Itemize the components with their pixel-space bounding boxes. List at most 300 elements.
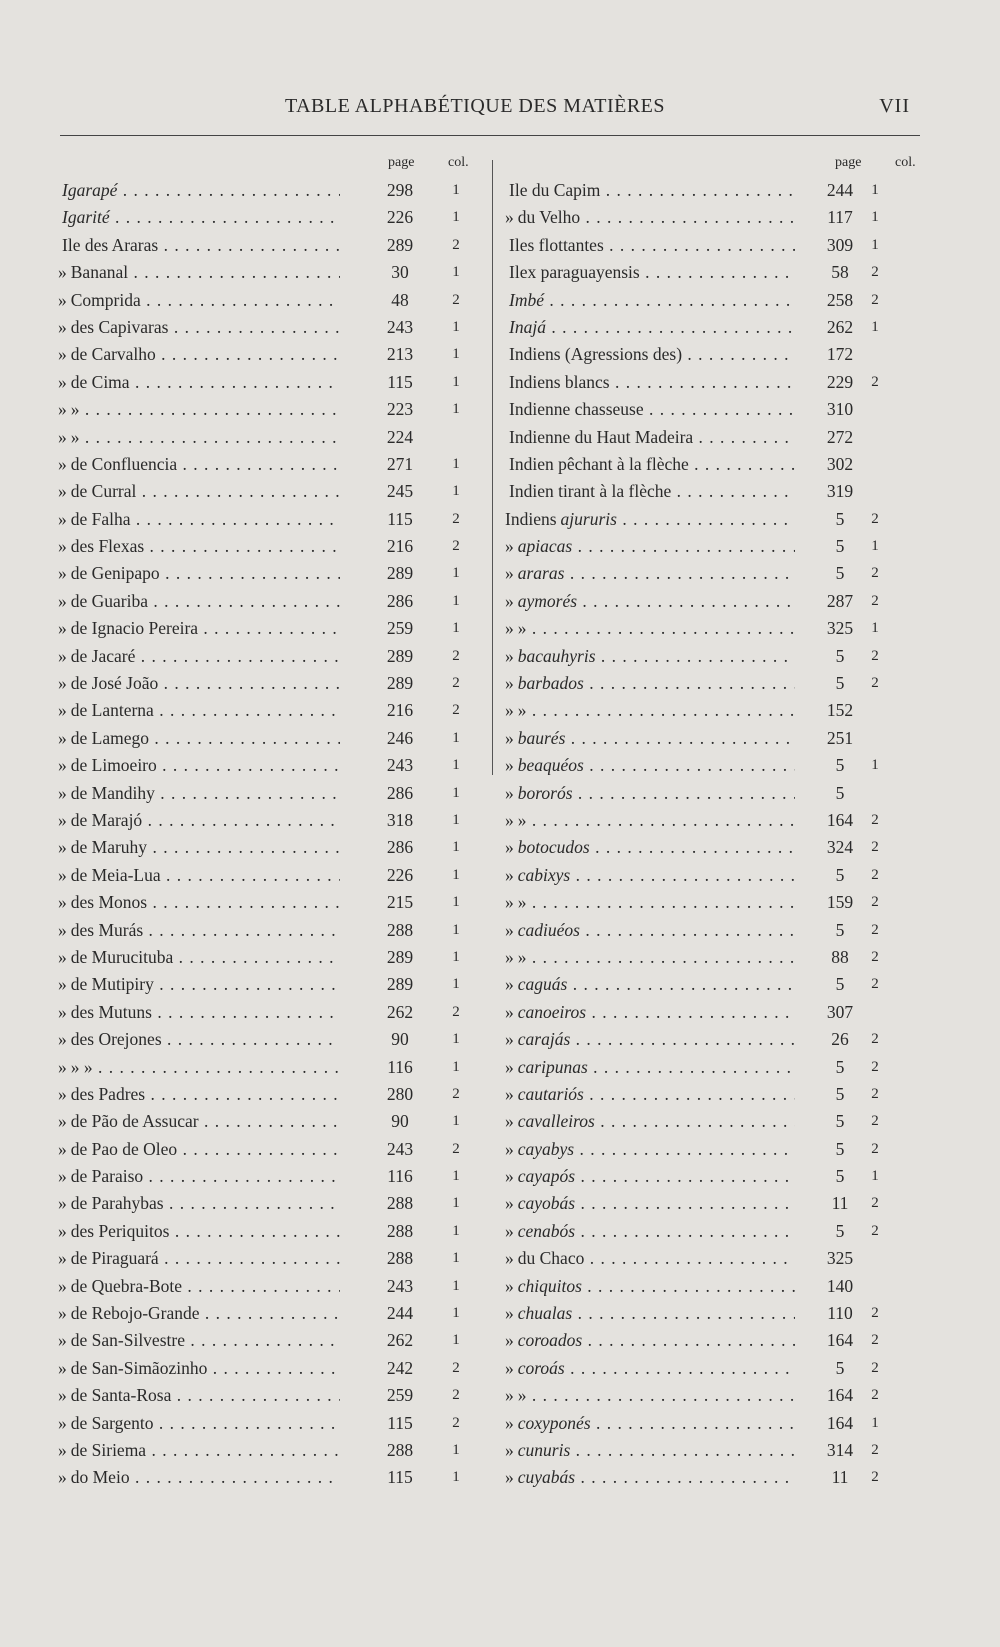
index-entry	[505, 862, 930, 889]
index-entry	[58, 999, 478, 1026]
entry-page: 289	[386, 645, 414, 666]
entry-col: 2	[871, 675, 879, 692]
index-entry	[505, 506, 930, 533]
index-entry	[505, 1136, 930, 1163]
entry-page: 286	[386, 590, 414, 611]
entry-label	[505, 1054, 795, 1081]
entry-text: Iles flottantes	[509, 234, 604, 255]
index-entry	[505, 1026, 930, 1053]
entry-label	[505, 1026, 795, 1053]
entry-page: 286	[386, 782, 414, 803]
entry-text: de Pão de Assucar	[70, 1111, 199, 1132]
entry-text: beaquéos	[517, 755, 584, 776]
entry-prefix: »	[505, 563, 514, 584]
entry-col: 2	[871, 839, 879, 856]
index-entry	[58, 341, 478, 368]
entry-prefix: »	[58, 508, 67, 529]
entry-page: 152	[826, 700, 854, 721]
entry-page: 244	[386, 1303, 414, 1324]
entry-col: 1	[452, 1222, 460, 1239]
entry-label	[58, 588, 340, 615]
index-entry	[505, 1437, 930, 1464]
entry-page: 289	[386, 563, 414, 584]
entry-col: 2	[871, 1058, 879, 1075]
entry-label	[505, 1300, 795, 1327]
entry-label	[505, 725, 795, 752]
entry-page: 164	[826, 1385, 854, 1406]
entry-text: de Marajó	[70, 809, 143, 830]
entry-prefix: »	[505, 207, 514, 228]
entry-text: apiacas	[517, 536, 573, 557]
entry-col: 1	[871, 1414, 879, 1431]
entry-text: de Siriema	[70, 1439, 147, 1460]
entry-label	[58, 917, 340, 944]
entry-text: » »	[70, 1056, 93, 1077]
entry-col: 2	[452, 510, 460, 527]
entry-page: 288	[386, 1248, 414, 1269]
entry-text: du Velho	[517, 207, 581, 228]
entry-prefix: »	[58, 1001, 67, 1022]
entry-prefix: »	[505, 782, 514, 803]
index-entry	[58, 1464, 478, 1491]
entry-page: 88	[831, 946, 849, 967]
entry-prefix: »	[58, 1111, 67, 1132]
entry-page: 110	[827, 1303, 853, 1324]
entry-prefix: »	[58, 316, 67, 337]
entry-text: Indien tirant à la flèche	[509, 481, 672, 502]
entry-prefix: »	[505, 837, 514, 858]
index-entry	[58, 1300, 478, 1327]
entry-label	[58, 1054, 340, 1081]
index-entry	[505, 944, 930, 971]
entry-page: 325	[826, 618, 854, 639]
entry-text: de San-Silvestre	[70, 1330, 185, 1351]
entry-label	[58, 971, 340, 998]
entry-text: de Lanterna	[70, 700, 154, 721]
index-entry	[58, 1081, 478, 1108]
entry-col: 2	[871, 1441, 879, 1458]
entry-text: Inajá	[509, 316, 546, 337]
entry-page: 5	[835, 1111, 845, 1132]
entry-col: 1	[452, 839, 460, 856]
entry-text: caguás	[517, 974, 568, 995]
entry-label	[505, 478, 795, 505]
index-entry	[505, 889, 930, 916]
entry-label	[58, 807, 340, 834]
entry-page: 5	[835, 782, 845, 803]
index-entry	[58, 725, 478, 752]
entry-col: 2	[871, 592, 879, 609]
index-entry	[58, 1163, 478, 1190]
entry-prefix: »	[58, 344, 67, 365]
entry-prefix: »	[505, 536, 514, 557]
entry-page: 164	[826, 809, 854, 830]
entry-label	[505, 917, 795, 944]
index-entry	[505, 752, 930, 779]
entry-label	[58, 1382, 340, 1409]
entry-label	[58, 752, 340, 779]
entry-text: cuyabás	[517, 1467, 576, 1488]
entry-page: 288	[386, 1439, 414, 1460]
entry-col: 1	[452, 455, 460, 472]
entry-page: 11	[831, 1467, 849, 1488]
entry-label	[58, 1410, 340, 1437]
entry-page: 288	[386, 919, 414, 940]
entry-text: de Ignacio Pereira	[70, 618, 199, 639]
entry-label	[58, 643, 340, 670]
entry-label	[505, 369, 795, 396]
entry-page: 229	[826, 371, 854, 392]
entry-col: 1	[452, 729, 460, 746]
entry-label	[58, 1245, 340, 1272]
entry-page: 115	[387, 371, 413, 392]
entry-prefix: »	[58, 1193, 67, 1214]
page-header-title: TABLE ALPHABÉTIQUE DES MATIÈRES	[285, 95, 666, 117]
entry-prefix: »	[58, 919, 67, 940]
entry-prefix: »	[58, 1439, 67, 1460]
index-entry	[505, 451, 930, 478]
entry-label	[58, 204, 340, 231]
entry-label	[505, 615, 795, 642]
entry-text: de Murucituba	[70, 946, 174, 967]
index-entry	[58, 834, 478, 861]
index-entry	[505, 834, 930, 861]
entry-page: 251	[826, 727, 854, 748]
entry-label	[505, 1163, 795, 1190]
entry-text: des Capivaras	[70, 316, 169, 337]
entry-page: 5	[835, 919, 845, 940]
entry-page: 298	[386, 180, 414, 200]
entry-page: 226	[386, 207, 414, 228]
entry-prefix: »	[505, 1193, 514, 1214]
entry-col: 1	[452, 948, 460, 965]
entry-page: 288	[386, 1220, 414, 1241]
index-entry	[58, 232, 478, 259]
entry-col: 1	[452, 565, 460, 582]
entry-label	[505, 1464, 795, 1491]
entry-page: 5	[835, 1166, 845, 1187]
entry-page: 245	[386, 481, 414, 502]
entry-col: 1	[452, 264, 460, 281]
entry-label	[505, 834, 795, 861]
entry-col: 1	[452, 1058, 460, 1075]
entry-label	[58, 533, 340, 560]
entry-col: 2	[452, 1003, 460, 1020]
entry-col: 2	[871, 976, 879, 993]
entry-label	[58, 1273, 340, 1300]
entry-prefix: »	[505, 727, 514, 748]
entry-col: 2	[871, 811, 879, 828]
entry-prefix: »	[58, 755, 67, 776]
entry-prefix: »	[505, 590, 514, 611]
index-entry	[505, 177, 930, 204]
index-entry	[505, 780, 930, 807]
entry-prefix: »	[505, 892, 514, 913]
entry-text: cadiuéos	[517, 919, 580, 940]
entry-page: 215	[386, 892, 414, 913]
entry-col: 1	[452, 1168, 460, 1185]
index-entry	[505, 725, 930, 752]
entry-prefix: »	[58, 974, 67, 995]
entry-text: do Meio	[70, 1467, 130, 1488]
entry-prefix: »	[505, 919, 514, 940]
entry-page: 319	[826, 481, 854, 502]
entry-prefix: »	[505, 700, 514, 721]
entry-text: botocudos	[517, 837, 590, 858]
entry-page: 325	[826, 1248, 854, 1269]
page-heading: page	[388, 155, 415, 170]
entry-page: 287	[826, 590, 854, 611]
index-entry	[505, 478, 930, 505]
entry-text: des Mutuns	[70, 1001, 152, 1022]
index-entry	[58, 204, 478, 231]
entry-page: 172	[826, 344, 854, 365]
entry-prefix: »	[58, 864, 67, 885]
entry-label	[505, 506, 795, 533]
index-entry	[505, 670, 930, 697]
entry-text: des Periquitos	[70, 1220, 170, 1241]
entry-label	[505, 1218, 795, 1245]
entry-label	[58, 670, 340, 697]
entry-text: coxyponés	[517, 1412, 591, 1433]
entry-col: 1	[452, 483, 460, 500]
entry-col: 2	[871, 1332, 879, 1349]
entry-prefix: »	[58, 1275, 67, 1296]
entry-text: Ile des Araras	[62, 234, 159, 255]
index-entry	[58, 889, 478, 916]
index-entry	[58, 1327, 478, 1354]
entry-page: 243	[386, 1138, 414, 1159]
entry-page: 280	[386, 1083, 414, 1104]
entry-col: 1	[452, 1195, 460, 1212]
entry-prefix: »	[505, 618, 514, 639]
entry-page: 244	[826, 180, 854, 200]
entry-text: cayabys	[517, 1138, 575, 1159]
entry-text: de Mutipiry	[70, 974, 154, 995]
index-entry	[505, 1464, 930, 1491]
index-entry	[58, 451, 478, 478]
entry-page: 262	[826, 316, 854, 337]
entry-prefix: »	[58, 673, 67, 694]
entry-label	[58, 314, 340, 341]
entry-col: 1	[452, 1250, 460, 1267]
entry-col: 1	[452, 620, 460, 637]
entry-col: 1	[452, 921, 460, 938]
entry-text: Indiens blancs	[509, 371, 610, 392]
entry-prefix: »	[58, 700, 67, 721]
entry-prefix: »	[58, 1357, 67, 1378]
index-entry	[505, 971, 930, 998]
entry-col: 2	[452, 538, 460, 555]
entry-label	[505, 287, 795, 314]
index-entry	[505, 369, 930, 396]
entry-text: de Lamego	[70, 727, 149, 748]
entry-page: 5	[835, 1056, 845, 1077]
entry-label	[58, 341, 340, 368]
entry-text: »	[517, 946, 527, 967]
index-entry	[505, 588, 930, 615]
entry-text: cayapós	[517, 1166, 576, 1187]
entry-prefix: »	[58, 563, 67, 584]
entry-label	[58, 1190, 340, 1217]
index-entry	[505, 341, 930, 368]
entry-page: 309	[826, 234, 854, 255]
entry-prefix: »	[58, 399, 67, 420]
entry-col: 2	[871, 1031, 879, 1048]
entry-col: 1	[452, 976, 460, 993]
entry-prefix: »	[58, 1056, 67, 1077]
entry-page: 289	[386, 673, 414, 694]
entry-col: 2	[452, 1387, 460, 1404]
entry-label	[505, 971, 795, 998]
entry-label	[58, 697, 340, 724]
index-entry	[58, 862, 478, 889]
index-list-right	[505, 177, 930, 1492]
entry-col: 1	[871, 318, 879, 335]
entry-page: 90	[391, 1029, 409, 1050]
entry-page: 140	[826, 1275, 854, 1296]
entry-page: 262	[386, 1001, 414, 1022]
entry-prefix: »	[58, 1220, 67, 1241]
entry-text: de Genipapo	[70, 563, 160, 584]
entry-prefix: »	[505, 1412, 514, 1433]
entry-text: du Chaco	[517, 1248, 585, 1269]
index-entry	[58, 1355, 478, 1382]
entry-page: 318	[386, 809, 414, 830]
entry-text: chiquitos	[517, 1275, 582, 1296]
entry-text: des Padres	[70, 1083, 146, 1104]
index-entry	[505, 615, 930, 642]
entry-text: barbados	[517, 673, 584, 694]
entry-text: Imbé	[509, 289, 544, 310]
entry-prefix: »	[505, 1083, 514, 1104]
index-entry	[505, 1410, 930, 1437]
index-entry	[58, 1437, 478, 1464]
entry-col: 2	[871, 291, 879, 308]
entry-label	[58, 506, 340, 533]
entry-prefix: »	[58, 426, 67, 447]
entry-label	[58, 1163, 340, 1190]
entry-text: cunuris	[517, 1439, 571, 1460]
entry-col: 2	[871, 921, 879, 938]
entry-page: 115	[387, 1467, 413, 1488]
entry-label	[505, 1355, 795, 1382]
entry-text: de José João	[70, 673, 159, 694]
column-header-left	[58, 155, 478, 177]
entry-text: cenabós	[517, 1220, 576, 1241]
entry-text: de Quebra-Bote	[70, 1275, 183, 1296]
entry-text: Igarité	[62, 207, 110, 228]
entry-page: 164	[826, 1412, 854, 1433]
index-entry	[505, 1054, 930, 1081]
entry-label	[58, 1218, 340, 1245]
index-entry	[505, 232, 930, 259]
entry-page: 5	[835, 645, 845, 666]
index-entry	[505, 396, 930, 423]
entry-col: 1	[871, 209, 879, 226]
entry-text: de Pao de Oleo	[70, 1138, 178, 1159]
entry-col: 2	[871, 264, 879, 281]
index-entry	[58, 1218, 478, 1245]
entry-label	[505, 232, 795, 259]
entry-label	[58, 177, 340, 204]
entry-label	[58, 424, 340, 451]
running-header	[60, 95, 910, 125]
entry-text: de San-Simãozinho	[70, 1357, 208, 1378]
entry-prefix: »	[58, 1412, 67, 1433]
entry-label	[58, 999, 340, 1026]
entry-col: 2	[452, 1140, 460, 1157]
entry-prefix: Indiens	[505, 508, 557, 529]
entry-page: 116	[387, 1056, 413, 1077]
entry-col: 1	[871, 236, 879, 253]
index-entry	[505, 643, 930, 670]
entry-page: 271	[386, 453, 414, 474]
entry-label	[505, 1081, 795, 1108]
entry-label	[505, 670, 795, 697]
entry-page: 115	[387, 1412, 413, 1433]
entry-text: ajururis	[560, 508, 617, 529]
entry-text: Ile du Capim	[509, 180, 601, 200]
entry-page: 90	[391, 1111, 409, 1132]
index-entry	[58, 506, 478, 533]
entry-col: 2	[452, 236, 460, 253]
entry-label	[58, 862, 340, 889]
entry-page: 258	[826, 289, 854, 310]
index-entry	[58, 588, 478, 615]
entry-text: chualas	[517, 1303, 573, 1324]
index-entry	[58, 807, 478, 834]
entry-prefix: »	[505, 1029, 514, 1050]
entry-label	[58, 780, 340, 807]
entry-label	[58, 560, 340, 587]
entry-text: »	[70, 426, 80, 447]
index-entry	[58, 1190, 478, 1217]
entry-label	[58, 369, 340, 396]
entry-col: 1	[452, 784, 460, 801]
entry-page: 5	[835, 508, 845, 529]
entry-text: »	[517, 809, 527, 830]
entry-col: 2	[452, 675, 460, 692]
entry-page: 116	[387, 1166, 413, 1187]
index-entry	[58, 177, 478, 204]
entry-col: 1	[452, 401, 460, 418]
entry-prefix: »	[505, 946, 514, 967]
entry-page: 213	[386, 344, 414, 365]
index-entry	[58, 917, 478, 944]
entry-col: 1	[452, 1469, 460, 1486]
entry-label	[58, 259, 340, 286]
entry-label	[505, 259, 795, 286]
entry-prefix: »	[505, 755, 514, 776]
entry-page: 226	[386, 864, 414, 885]
entry-text: des Monos	[70, 892, 148, 913]
entry-label	[505, 1382, 795, 1409]
entry-col: 2	[871, 1305, 879, 1322]
entry-col: 1	[871, 1168, 879, 1185]
index-entry	[505, 1081, 930, 1108]
index-entry	[505, 1327, 930, 1354]
entry-text: Indienne chasseuse	[509, 399, 644, 420]
entry-col: 2	[452, 702, 460, 719]
entry-label	[505, 424, 795, 451]
entry-page: 5	[835, 755, 845, 776]
index-entry	[505, 1245, 930, 1272]
entry-page: 115	[387, 508, 413, 529]
entry-label	[58, 1300, 340, 1327]
entry-label	[58, 944, 340, 971]
index-entry	[505, 807, 930, 834]
